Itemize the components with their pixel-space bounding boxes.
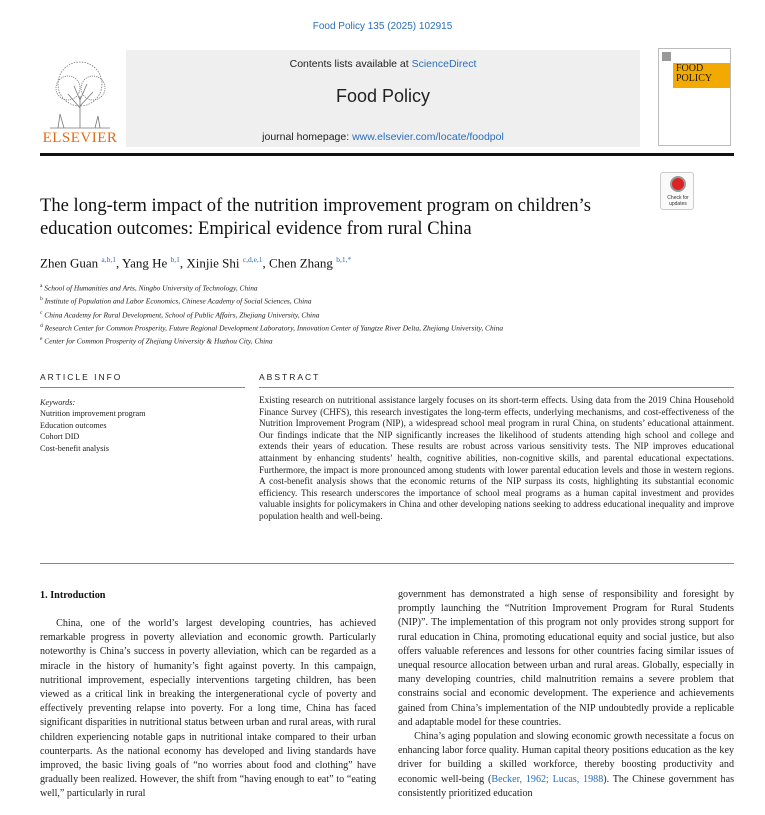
article-title: The long-term impact of the nutrition improvement program on children’s education outcomes: Empirical evidence from rural China [40,195,591,239]
cover-title [676,64,731,84]
citation-link[interactable]: Becker, 1962; Lucas, 1988 [491,773,604,785]
affiliation-item [40,281,740,294]
homepage-link[interactable]: www.elsevier.com/locate/foodpol [352,131,504,143]
body-paragraph [398,730,734,801]
check-updates-line1: Check for [667,195,689,201]
author-list [40,255,690,271]
author-name[interactable]: Yang He [122,255,171,271]
journal-name: Food Policy [335,86,431,106]
author-affiliation-marks[interactable]: b,1 [170,255,180,264]
author-affiliation-marks[interactable]: b,1,* [336,255,352,264]
article-info-rule [40,387,245,388]
keywords-label: Keywords: [40,398,76,407]
affiliation-key: e [40,336,43,343]
affiliation-key: d [40,322,43,329]
author-name[interactable]: Chen Zhang [269,255,337,271]
check-updates-label [661,195,695,207]
abstract-text: Existing research on nutritional assistance largely focuses on its short-term effects. Using data from the 2019 China Household Finance Survey (CHFS), this research investigates the long-term effects, underlying mechanisms, and cost-effectiveness of the Nutrition Improvement Program (NIP), a widespread school meal program in rural China, on students’ educational attainment. Our findings indicate that the NIP significantly increases the likelihood of students attending high school and college and extends their years of education. These results are robust across various sensitivity tests. The NIP improves educational attainment by enhancing students’ health, cognitive abilities, non-cognitive skills, and parental educational expectations. Furthermore, the impact is more pronounced among students with lower parental education levels and those in western regions. A cost-benefit analysis shows that the economic returns of the NIP surpass its costs, highlighting its substantial economic efficiency. This research underscores the importance of school meal programs as a human capital investment and provides valuable insights for policymakers in China and other developing nations seeking to address educational inequality and improve population health and well-being. [259,395,734,521]
body-paragraph: China, one of the world’s largest developing countries, has achieved remarkable progress in poverty alleviation and economic growth. Particularly noteworthy is China’s success in poverty alleviation, which can be regarded as a miracle in the history of humanity’s fight against poverty. In this campaign, nutritional improvement, especially interventions targeting children, has been viewed as a critical link in breaking the intergenerational cycle of poverty and effectively preventing relapse into poverty. For a long time, China has faced significant disparities in nutritional status between urban and rural areas, with rural children experiencing notable gaps in nutritional intake compared to their urban counterparts. As the national economy has developed and living standards have improved, the basic living goals of “no worries about food and clothing” have gradually been realized. However, the shift from “having enough to eat” to “eating well,” particularly in rural [40,618,376,800]
check-for-updates-button[interactable] [660,172,694,210]
affiliation-key: c [40,309,43,316]
author-separator: , [262,255,270,271]
body-column-right [398,588,734,801]
affiliation-text: Research Center for Common Prosperity, Future Regional Development Laboratory, Innovation Center of Yangtze River Delta, Zhejiang University, China [42,323,504,333]
affiliation-text: Institute of Population and Labor Economics, Chinese Academy of Social Sciences, China [42,296,312,306]
author-affiliation-marks[interactable]: a,b,1 [101,255,116,264]
check-updates-icon [670,176,686,192]
affiliation-text: Center for Common Prosperity of Zhejiang University & Huzhou City, China [42,336,273,346]
abstract-rule [259,387,734,388]
contents-line [126,58,640,70]
affiliation-key: a [40,283,43,289]
contents-prefix: Contents lists available at [289,58,412,70]
journal-reference[interactable]: Food Policy 135 (2025) 102915 [312,21,453,32]
abstract-bottom-rule [40,563,734,564]
affiliation-item [40,294,740,307]
affiliation-item [40,308,740,321]
author-separator: , [115,255,122,271]
keyword-item: Education outcomes [40,420,107,430]
article-info-heading: ARTICLE INFO [40,372,123,382]
cover-title-line1: FOOD [676,63,704,74]
affiliation-item [40,321,740,334]
author-name[interactable]: Zhen Guan [40,255,102,271]
affiliation-list [40,281,740,347]
author-name[interactable]: Xinjie Shi [186,255,243,271]
body-paragraph: government has demonstrated a high sense of responsibility and foresight by promptly launching the “Nutrition Improvement Program for Rural Students (NIP)”. The implementation of this program not only provides strong support for rural education in China, promoting educational equity and social justice, but also offers valuable references and lessons for other countries facing similar issues of unequal resource allocation between urban and rural areas. Globally, especially in many developing countries, child malnutrition remains a severe problem that constrains social and economic development. The experience and achievements gained from China’s implementation of the NIP undoubtedly provide a replicable and adaptable model for these countries. [398,589,734,728]
cover-title-line2: POLICY [676,73,713,84]
affiliation-key: b [40,296,43,303]
journal-cover-thumbnail[interactable] [658,48,731,146]
keyword-item: Cohort DID [40,432,80,442]
header-rule [40,153,734,156]
check-updates-line2: updates [669,201,687,207]
affiliation-item [40,334,740,347]
sciencedirect-link[interactable]: ScienceDirect [411,58,477,70]
paragraph-text: China’s aging population and slowing economic growth necessitate a focus on enhancing labor force quality. Human capital theory positions education as the key driver for building a skilled workforce, thereby boosting productivity and economic well-being ( [398,731,734,785]
author-separator: , [179,255,187,271]
affiliation-text: China Academy for Rural Development, School of Public Affairs, Zhejiang University, China [42,310,320,319]
cover-publisher-mark [662,52,671,61]
author-affiliation-marks[interactable]: c,d,e,1 [242,255,263,264]
publisher-wordmark: ELSEVIER [42,130,118,146]
paragraph-text: ). The Chinese government has consistently prioritized education [398,773,735,799]
abstract-heading: ABSTRACT [259,372,321,382]
introduction-heading: 1. Introduction [40,590,106,601]
keywords-block [40,397,245,454]
homepage-prefix: journal homepage: [262,131,353,143]
homepage-line [126,131,640,143]
body-column-left [40,617,376,802]
affiliation-text: School of Humanities and Arts, Ningbo University of Technology, China [42,283,258,293]
keyword-item: Cost-benefit analysis [40,443,109,453]
keyword-item: Nutrition improvement program [40,409,146,419]
